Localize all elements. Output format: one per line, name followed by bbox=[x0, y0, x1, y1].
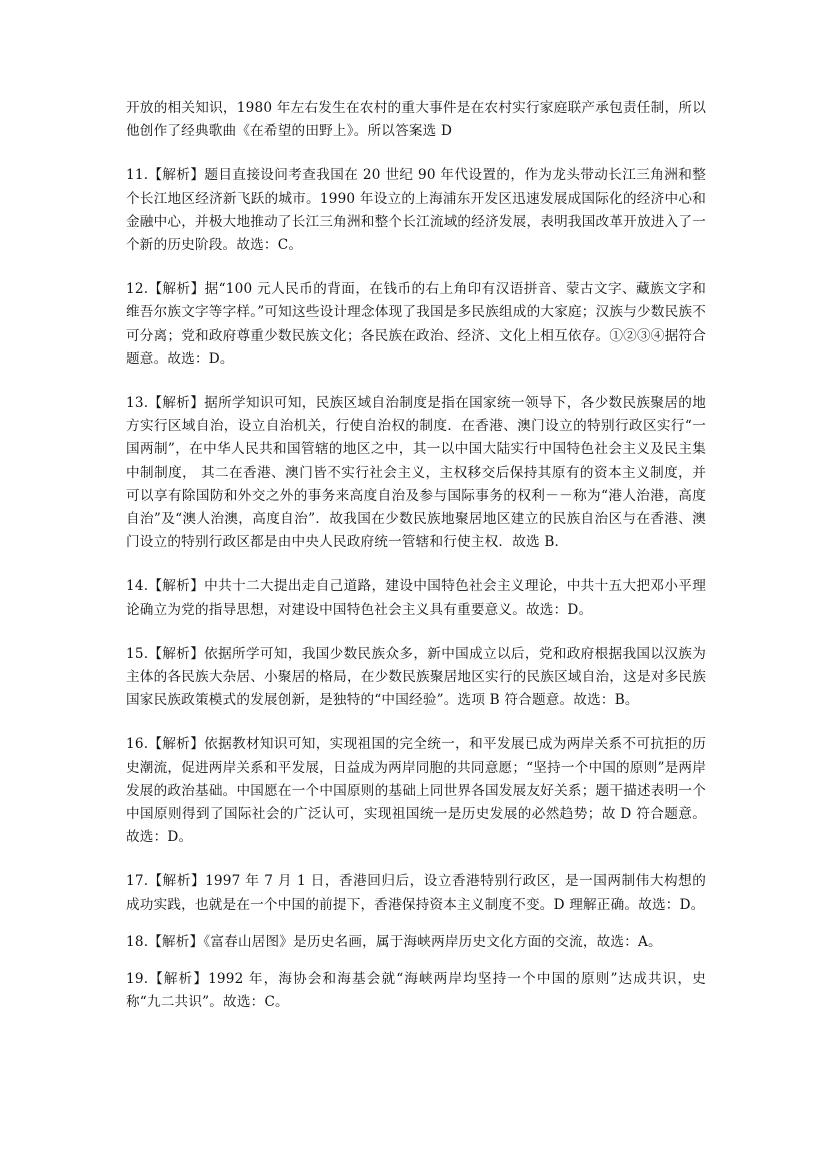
document-body bbox=[126, 97, 706, 1015]
paragraph-answer-15: 15.【解析】依据所学可知，我国少数民族众多，新中国成立以后，党和政府根据我国以汉族为主体的各民族大杂居、小聚居的格局，在少数民族聚居地区实行的民族区域自治，这是对多民族国家民族政策模式的发展创新，是独特的“中国经验”。选项 B 符合题意。故选：B。 bbox=[126, 645, 706, 709]
paragraph-intro: 开放的相关知识，1980 年左右发生在农村的重大事件是在农村实行家庭联产承包责任制，所以他创作了经典歌曲《在希望的田野上》。所以答案选 D bbox=[126, 100, 706, 140]
paragraph-answer-14: 14.【解析】中共十二大提出走自己道路，建设中国特色社会主义理论，中共十五大把邓小平理论确立为党的指导思想，对建设中国特色社会主义具有重要意义。故选：D。 bbox=[126, 578, 706, 618]
paragraph-answer-12: 12.【解析】据“100 元人民币的背面，在钱币的右上角印有汉语拼音、蒙古文字、藏族文字和维吾尔族文字等字样。”可知这些设计理念体现了我国是多民族组成的大家庭；汉族与少数民族不可分离；党和政府尊重少数民族文化；各民族在政治、经济、文化上相互依存。①②③④据符合题意。故选：D。 bbox=[126, 281, 706, 367]
paragraph-answer-11: 11.【解析】题目直接设问考查我国在 20 世纪 90 年代设置的，作为龙头带动长江三角洲和整个长江地区经济新飞跃的城市。1990 年设立的上海浦东开发区迅速发展成国际化的经济中心和金融中心，并极大地推动了长江三角洲和整个长江流域的经济发展，表明我国改革开放进入了一个新的历史阶段。故选：C。 bbox=[126, 167, 706, 254]
paragraph-answer-13: 13.【解析】据所学知识可知，民族区域自治制度是指在国家统一领导下，各少数民族聚居的地方实行区域自治，设立自治机关，行使自治权的制度．在香港、澳门设立的特别行政区实行“一国两制”，在中华人民共和国管辖的地区之中，其一以中国大陆实行中国特色社会主义及民主集中制制度， 其二在香港、澳门皆不实行社会主义，主权移交后保持其原有的资本主义制度，并可以享有除国防和外交之外的事务来高度自治及参与国际事务的权利－－称为“港人治港，高度自治”及“澳人治澳，高度自治”．故我国在少数民族地聚居地区建立的民族自治区与在香港、澳门设立的特别行政区都是由中央人民政府统一管辖和行使主权．故选 B． bbox=[126, 395, 706, 551]
paragraph-answer-19: 19.【解析】1992 年，海协会和海基会就“海峡两岸均坚持一个中国的原则”达成共识，史称“九二共识”。故选：C。 bbox=[126, 971, 706, 1011]
paragraph-answer-18: 18.【解析】《富春山居图》是历史名画，属于海峡两岸历史文化方面的交流，故选：A。 bbox=[126, 933, 662, 950]
paragraph-answer-16: 16.【解析】依据教材知识可知，实现祖国的完全统一，和平发展已成为两岸关系不可抗拒的历史潮流，促进两岸关系和平发展，日益成为两岸同胞的共同意愿；“坚持一个中国的原则”是两岸发展的政治基础。中国愿在一个中国原则的基础上同世界各国发展友好关系；题干描述表明一个中国原则得到了国际社会的广泛认可，实现祖国统一是历史发展的必然趋势；故 D 符合题意。故选：D。 bbox=[126, 736, 706, 846]
paragraph-answer-17: 17.【解析】1997 年 7 月 1 日，香港回归后，设立香港特别行政区，是一国两制伟大构想的成功实践，也就是在一个中国的前提下，香港保持资本主义制度不变。D 理解正确。故选：D。 bbox=[126, 873, 706, 913]
